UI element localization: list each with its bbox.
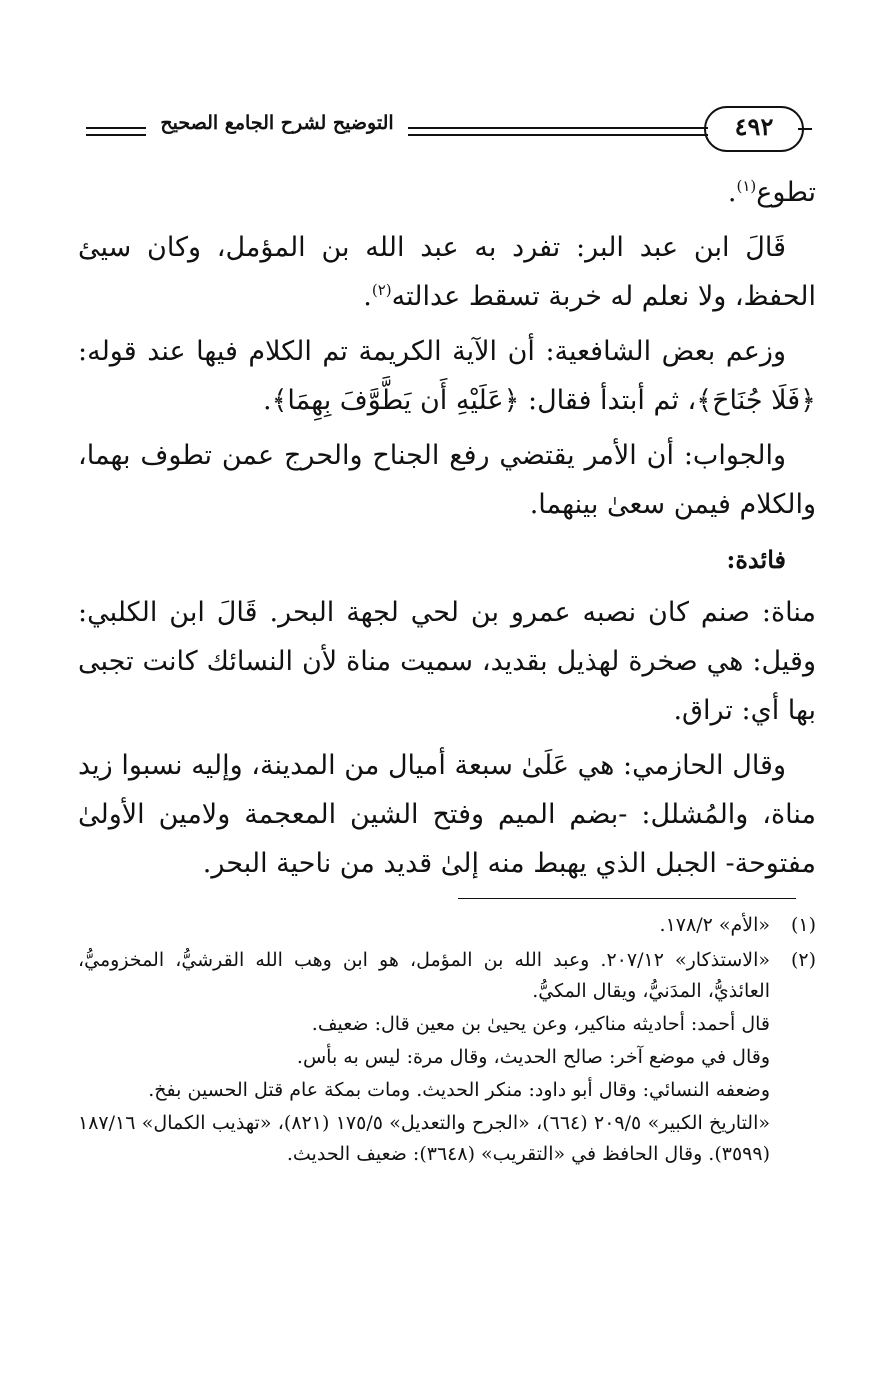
footnote-ref: (٢) [371, 281, 392, 299]
footnotes [78, 910, 816, 1174]
main-text [78, 168, 816, 894]
header-rule [408, 134, 708, 136]
page-header [86, 104, 812, 160]
header-rule [86, 134, 146, 136]
paragraph: وزعم بعض الشافعية: أن الآية الكريمة تم الكلام فيها عند قوله: ﴿فَلَا جُنَاحَ﴾، ثم أبتدأ فقال: ﴿عَلَيْهِ أَن يَطَّوَّفَ بِهِمَا﴾. [78, 336, 816, 416]
paragraph-text: قَالَ ابن عبد البر: تفرد به عبد الله بن المؤمل، وكان سيئ الحفظ، ولا نعلم له خربة تسقط عدالته [78, 232, 816, 312]
paragraph: مناة: صنم كان نصبه عمرو بن لحي لجهة البحر. قَالَ ابن الكلبي: وقيل: هي صخرة لهذيل بقديد، سميت مناة لأن النسائك كانت تجبى بها أي: تراق. [78, 597, 816, 726]
page-number: ٤٩٢ [734, 112, 774, 141]
footnote [78, 945, 816, 1170]
footnote-number: (١) [790, 914, 816, 936]
footnote-separator [458, 898, 796, 899]
header-rule [86, 127, 146, 129]
paragraph: قَالَ ابن عبد البر: تفرد به عبد الله بن المؤمل، وكان سيئ الحفظ، ولا نعلم له خربة تسقط عدالته$^{(٢)}$. [78, 232, 816, 312]
footnote-text: «الاستذكار» ٢٠٧/١٢. وعبد الله بن المؤمل، هو ابن وهب الله القرشيُّ، المخزوميُّ، العائذيُّ، المدَنيُّ، ويقال المكيُّ. [78, 949, 770, 1002]
paragraph: وقال الحازمي: هي عَلَىٰ سبعة أميال من المدينة، وإليه نسبوا زيد مناة، والمُشلل: -بضم الميم وفتح الشين المعجمة ولامين الأولىٰ مفتوحة- الجبل الذي يهبط منه إلىٰ قديد من ناحية البحر. [78, 750, 816, 879]
footnote-ref: (١) [736, 177, 757, 195]
paragraph: والجواب: أن الأمر يقتضي رفع الجناح والحرج عمن تطوف بهما، والكلام فيمن سعىٰ بينهما. [78, 440, 816, 520]
footnote-text: قال أحمد: أحاديثه مناكير، وعن يحيىٰ بن معين قال: ضعيف. [311, 1013, 770, 1035]
running-title: التوضيح لشرح الجامع الصحيح [160, 112, 394, 134]
footnote-number: (٢) [790, 949, 816, 971]
paragraph-text: تطوع [756, 177, 816, 208]
footnote-text: «الأم» ١٧٨/٢. [659, 914, 770, 936]
footnote-text: وقال في موضع آخر: صالح الحديث، وقال مرة: ليس به بأس. [296, 1046, 770, 1068]
footnote-text: وضعفه النسائي: وقال أبو داود: منكر الحديث. ومات بمكة عام قتل الحسين بفخ. [148, 1079, 770, 1101]
paragraph: تطوع$^{(١)}$. [727, 177, 816, 208]
footnote [78, 910, 816, 941]
footnote-text: «التاريخ الكبير» ٢٠٩/٥ (٦٦٤)، «الجرح والتعديل» ١٧٥/٥ (٨٢١)، «تهذيب الكمال» ١٨٧/١٦ (٣٥٩٩). وقال الحافظ في «التقريب» (٣٦٤٨): ضعيف الحديث. [78, 1112, 770, 1165]
section-subhead: فائدة: [726, 545, 786, 574]
header-rule [408, 127, 708, 129]
